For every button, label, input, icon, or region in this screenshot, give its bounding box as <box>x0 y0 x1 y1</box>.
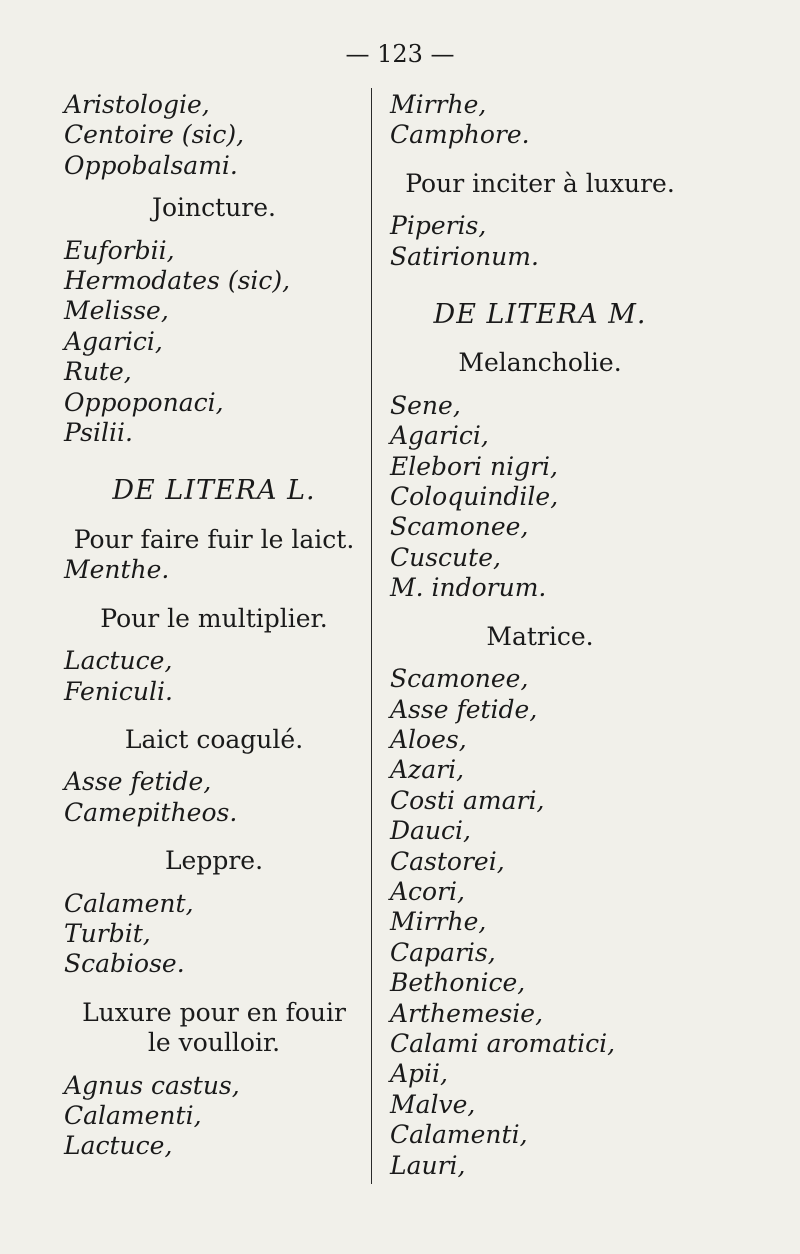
ingredient-line: M. indorum. <box>390 573 547 603</box>
ingredient-line: Aloes, <box>390 724 467 754</box>
ingredient-line: Coloquindile, <box>390 482 559 512</box>
subheading: Matrice. <box>486 621 594 651</box>
ingredient-line: Scamonee, <box>390 512 529 542</box>
ingredient-line: Lactuce, <box>64 646 173 676</box>
ingredient-line: Feniculi. <box>64 676 173 706</box>
ingredient-line: Rute, <box>64 357 132 387</box>
ingredient-line: Turbit, <box>64 918 151 948</box>
subheading: Melancholie. <box>458 348 622 378</box>
ingredient-line: Elebori nigri, <box>390 451 558 481</box>
ingredient-line: Mirrhe, <box>390 907 487 937</box>
subheading: Pour faire fuir le laict. <box>73 524 355 554</box>
ingredient-line: Calami aromatici, <box>390 1028 616 1058</box>
ingredient-line: Agnus castus, <box>64 1070 240 1100</box>
ingredient-line: Satirionum. <box>390 241 539 271</box>
ingredient-line: Menthe. <box>64 555 170 585</box>
ingredient-line: Euforbii, <box>64 235 175 265</box>
ingredient-line: Agarici, <box>390 421 489 451</box>
ingredient-line: Camphore. <box>390 120 530 150</box>
ingredient-line: Caparis, <box>390 937 496 967</box>
ingredient-line: Dauci, <box>390 816 471 846</box>
ingredient-line: Scabiose. <box>64 949 185 979</box>
right-column <box>390 90 690 1181</box>
ingredient-line: Lauri, <box>390 1150 466 1180</box>
column-divider <box>371 88 372 1184</box>
subheading: le voulloir. <box>147 1028 281 1058</box>
ingredient-line: Cuscute, <box>390 542 501 572</box>
subheading: Pour inciter à luxure. <box>405 168 675 198</box>
ingredient-line: Malve, <box>390 1089 476 1119</box>
ingredient-line: Piperis, <box>390 211 487 241</box>
ingredient-line: Acori, <box>390 876 465 906</box>
ingredient-line: Arthemesie, <box>390 998 544 1028</box>
ingredient-line: Oppoponaci, <box>64 387 224 417</box>
ingredient-line: Melisse, <box>64 296 169 326</box>
ingredient-line: Calament, <box>64 888 194 918</box>
page-number: — 123 — <box>345 40 455 68</box>
ingredient-line: Psilii. <box>64 418 133 448</box>
ingredient-line: Castorei, <box>390 846 505 876</box>
ingredient-line: Asse fetide, <box>64 767 212 797</box>
ingredient-line: Costi amari, <box>390 785 545 815</box>
ingredient-line: Scamonee, <box>390 664 529 694</box>
subheading: Joincture. <box>151 193 276 223</box>
subheading: Laict coagulé. <box>124 724 304 754</box>
subheading: Leppre. <box>164 846 264 876</box>
ingredient-line: Mirrhe, <box>390 90 487 119</box>
ingredient-line: Calamenti, <box>64 1100 202 1130</box>
ingredient-line: Apii, <box>390 1059 448 1089</box>
ingredient-line: Hermodates (sic), <box>64 266 291 296</box>
section-heading: DE LITERA L. <box>112 475 316 507</box>
ingredient-line: Calamenti, <box>390 1120 528 1150</box>
ingredient-line: Aristologie, <box>64 90 210 119</box>
left-column <box>64 90 364 1162</box>
subheading: Pour le multiplier. <box>100 603 328 633</box>
ingredient-line: Camepitheos. <box>64 797 238 827</box>
ingredient-line: Azari, <box>390 755 465 785</box>
ingredient-line: Sene, <box>390 390 461 420</box>
ingredient-line: Agarici, <box>64 326 163 356</box>
ingredient-line: Asse fetide, <box>390 694 538 724</box>
ingredient-line: Bethonice, <box>390 968 526 998</box>
ingredient-line: Lactuce, <box>64 1131 173 1161</box>
section-heading: DE LITERA M. <box>433 299 647 331</box>
ingredient-line: Centoire (sic), <box>64 120 245 150</box>
ingredient-line: Oppobalsami. <box>64 150 238 180</box>
subheading: Luxure pour en fouir <box>82 997 346 1027</box>
